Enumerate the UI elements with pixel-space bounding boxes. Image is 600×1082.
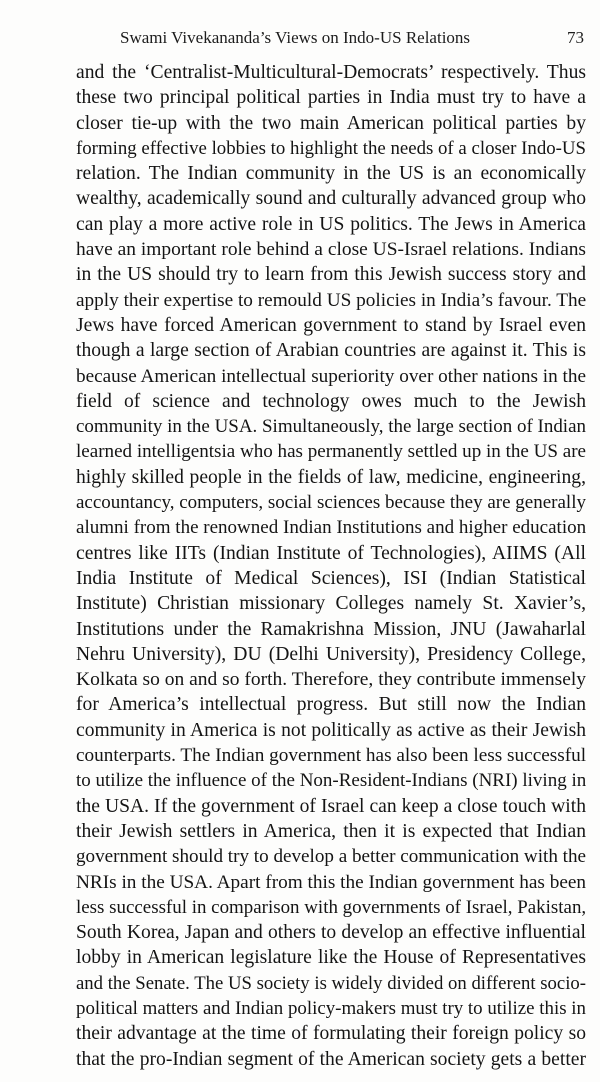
text-line: South Korea, Japan and others to develop an effective influential (76, 922, 586, 944)
text-line: to utilize the influence of the Non-Resident-Indians (NRI) living in (76, 770, 587, 792)
text-line: forming effective lobbies to highlight the needs of a closer Indo-US (76, 137, 586, 159)
text-line: government should try to develop a better communication with the (76, 846, 586, 868)
text-line: Nehru University), DU (Delhi University), Presidency College, (76, 643, 586, 665)
text-line: though a large section of Arabian countries are against it. This is (76, 340, 586, 362)
text-line: that the pro-Indian segment of the American society gets a better (76, 1048, 586, 1070)
text-line: community in America is not politically as active as their Jewish (76, 719, 586, 741)
text-line: Kolkata so on and so forth. Therefore, they contribute immensely (76, 669, 586, 691)
running-title: Swami Vivekananda’s Views on Indo-US Relations (120, 28, 471, 47)
text-line: apply their expertise to remould US policies in India’s favour. The (76, 289, 587, 311)
text-line: centres like IITs (Indian Institute of Technologies), AIIMS (All (76, 542, 586, 564)
body-paragraph (76, 60, 586, 1072)
text-line: India Institute of Medical Sciences), ISI (Indian Statistical (76, 567, 586, 589)
text-line: Institutions under the Ramakrishna Mission, JNU (Jawaharlal (76, 618, 586, 640)
text-line: NRIs in the USA. Apart from this the Indian government has been (76, 871, 587, 893)
text-line: their advantage at the time of formulating their foreign policy so (76, 1023, 586, 1045)
text-line: and the ‘Centralist-Multicultural-Democrats’ respectively. Thus (76, 62, 586, 83)
text-line: less successful in comparison with governments of Israel, Pakistan, (76, 896, 587, 918)
page-number: 73 (567, 28, 584, 47)
text-line: highly skilled people in the fields of law, medicine, engineering, (76, 466, 586, 488)
text-line: alumni from the renowned Indian Institutions and higher education (76, 517, 587, 539)
text-line: in the US should try to learn from this Jewish success story and (76, 264, 586, 286)
text-line: for America’s intellectual progress. But still now the Indian (76, 694, 586, 716)
text-line: Jews have forced American government to stand by Israel even (76, 314, 586, 336)
text-line: community in the USA. Simultaneously, the large section of Indian (76, 416, 586, 438)
text-line: learned intelligentsia who has permanently settled up in the US are (76, 441, 586, 463)
text-line: the USA. If the government of Israel can keep a close touch with (76, 795, 586, 817)
text-line: Institute) Christian missionary Colleges namely St. Xavier’s, (76, 593, 586, 615)
text-line: field of science and technology owes much to the Jewish (76, 390, 586, 412)
text-line: counterparts. The Indian government has also been less successful (76, 745, 587, 767)
text-line: political matters and Indian policy-makers must try to utilize this in (76, 997, 586, 1019)
text-line: closer tie-up with the two main American political parties by (76, 112, 586, 134)
text-line: because American intellectual superiority over other nations in the (76, 365, 586, 387)
text-line: these two principal political parties in India must try to have a (76, 87, 586, 109)
text-line: wealthy, academically sound and culturally advanced group who (76, 188, 586, 210)
text-line: their Jewish settlers in America, then it is expected that Indian (76, 820, 586, 842)
text-line: lobby in American legislature like the House of Representatives (76, 947, 586, 969)
running-head (44, 28, 590, 50)
text-line: relation. The Indian community in the US is an economically (76, 163, 586, 185)
text-line: have an important role behind a close US-Israel relations. Indians (76, 239, 586, 261)
text-line: accountancy, computers, social sciences because they are generally (76, 492, 586, 514)
text-line: and the Senate. The US society is widely divided on different socio- (76, 972, 586, 994)
text-line: can play a more active role in US politics. The Jews in America (76, 213, 586, 235)
